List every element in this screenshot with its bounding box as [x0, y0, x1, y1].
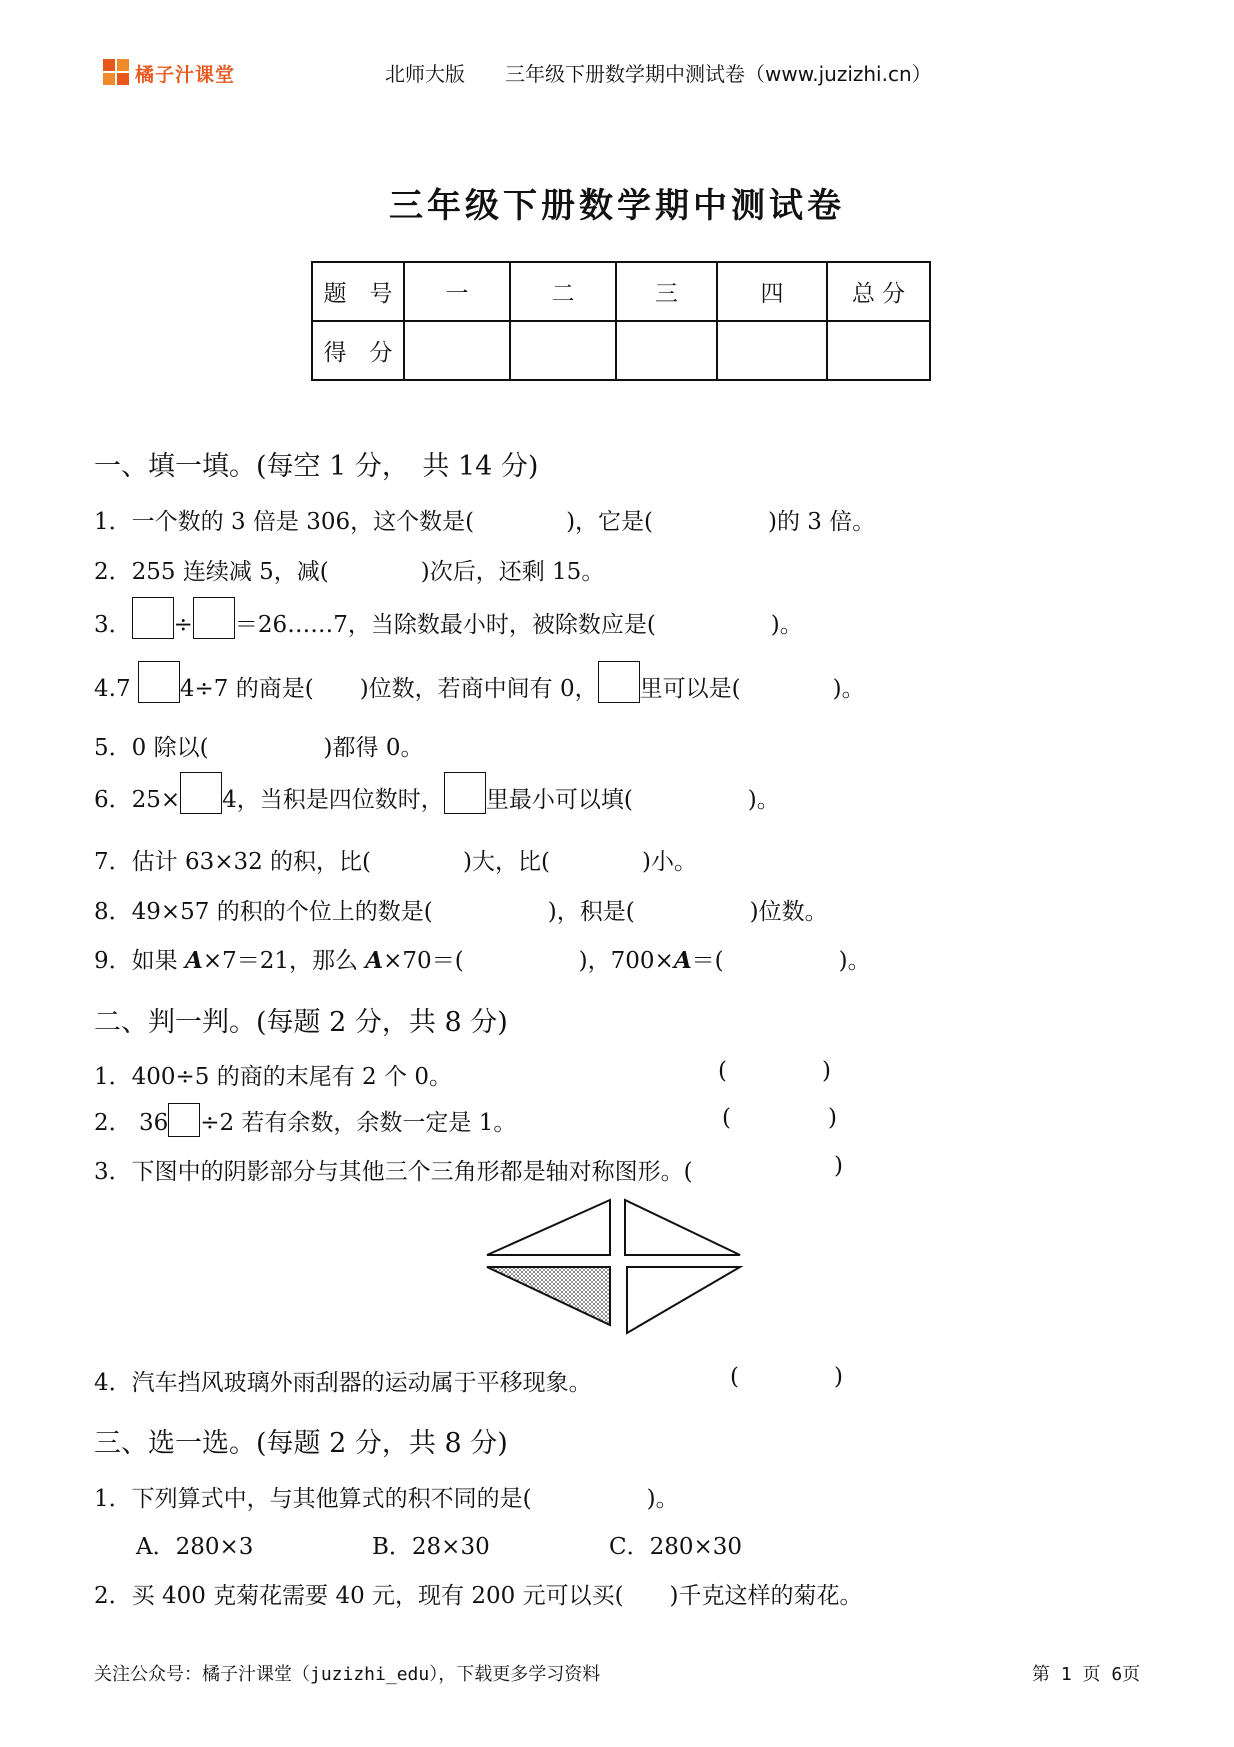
q3-divisor-box[interactable]: [193, 597, 235, 639]
triangle-top-right: [625, 1200, 740, 1255]
s2-question-2: [94, 1103, 516, 1137]
s1-question-1: 1．一个数的 3 倍是 306，这个数是( )，它是( )的 3 倍。: [94, 509, 876, 535]
triangle-shaded: [487, 1267, 610, 1325]
score-col-2: 二: [510, 262, 616, 321]
section3-heading: 三、选一选。(每题 2 分，共 8 分): [94, 1428, 508, 1459]
q4-text-end: 里可以是( )。: [639, 676, 865, 702]
s2-q2-text-b: ÷2 若有余数，余数一定是 1。: [200, 1110, 517, 1136]
edition-label: 北师大版: [385, 62, 465, 86]
q9-var-c: A: [673, 947, 692, 974]
s2-q3-paren-close: ): [834, 1153, 843, 1179]
q9-var-b: A: [365, 947, 384, 974]
s1-question-6: [94, 772, 780, 814]
s2-q4-paren-close: ): [834, 1364, 843, 1390]
s2-q2-paren-close: ): [828, 1105, 837, 1131]
s2-q1-paren-open: (: [718, 1058, 727, 1084]
q6-digit-box[interactable]: [180, 772, 222, 814]
q9-part-c: ×70＝( )，700×: [383, 948, 674, 974]
score-cell-2[interactable]: [510, 321, 616, 380]
footer-page-number: 第 1 页 6页: [1032, 1664, 1141, 1685]
page-title: 三年级下册数学期中测试卷: [389, 186, 845, 226]
score-table-score-row: [312, 321, 930, 380]
s2-q2-text-a: 2． 36: [94, 1110, 169, 1136]
q6-text-end: 里最小可以填( )。: [485, 787, 780, 813]
s1-question-7: 7．估计 63×32 的积，比( )大，比( )小。: [94, 849, 697, 875]
q9-var-a: A: [184, 947, 203, 974]
triangle-top-left: [487, 1200, 610, 1255]
s2-question-3: 3．下图中的阴影部分与其他三个三角形都是轴对称图形。(: [94, 1159, 693, 1185]
s3-question-1: 1．下列算式中，与其他算式的积不同的是( )。: [94, 1486, 679, 1512]
score-cell-3[interactable]: [616, 321, 717, 380]
q4-text: 4÷7 的商是( )位数，若商中间有 0，: [179, 676, 598, 702]
q3-dividend-box[interactable]: [132, 597, 174, 639]
footer-left: 关注公众号：橘子汁课堂（juzizhi_edu），下载更多学习资料: [94, 1664, 601, 1685]
s1-question-9: [94, 942, 871, 975]
logo-icon: [103, 59, 131, 87]
s1-question-8: 8．49×57 的积的个位上的数是( )，积是( )位数。: [94, 899, 828, 925]
score-col-4: 四: [717, 262, 827, 321]
q6-digit-box-ref: [444, 772, 486, 814]
s2-q1-paren-close: ): [822, 1058, 831, 1084]
logo-text: 橘子汁课堂: [135, 63, 236, 86]
section1-heading: 一、填一填。(每空 1 分， 共 14 分): [94, 451, 539, 482]
q9-part-a: 9．如果: [94, 948, 185, 974]
q3-divide-sign: ÷: [173, 612, 193, 638]
score-cell-4[interactable]: [717, 321, 827, 380]
s3-q1-option-b[interactable]: B．28×30: [372, 1534, 490, 1560]
score-table: [311, 261, 931, 381]
triangles-figure: [485, 1195, 750, 1340]
s1-question-2: 2．255 连续减 5，减( )次后，还剩 15。: [94, 559, 605, 585]
q9-part-d: ＝( )。: [691, 948, 871, 974]
score-col-3: 三: [616, 262, 717, 321]
s3-q1-option-a[interactable]: A．280×3: [136, 1534, 254, 1560]
q4-digit-box-ref: [598, 661, 640, 703]
logo: [103, 56, 243, 90]
s2-question-4: 4．汽车挡风玻璃外雨刮器的运动属于平移现象。: [94, 1370, 592, 1396]
q4-digit-box[interactable]: [138, 661, 180, 703]
s3-question-2: 2．买 400 克菊花需要 40 元，现有 200 元可以买( )千克这样的菊花。: [94, 1583, 863, 1609]
score-col-total: 总 分: [827, 262, 930, 321]
q6-number: 6．25×: [94, 787, 181, 813]
s2-q4-paren-open: (: [730, 1364, 739, 1390]
section2-heading: 二、判一判。(每题 2 分，共 8 分): [94, 1007, 508, 1038]
triangle-bottom-right: [627, 1267, 740, 1333]
score-col-label: 题 号: [312, 262, 404, 321]
q3-text: ＝26……7，当除数最小时，被除数应是( )。: [234, 612, 803, 638]
score-cell-1[interactable]: [404, 321, 510, 380]
header-doc-title: 三年级下册数学期中测试卷（www.juzizhi.cn）: [505, 62, 932, 86]
s1-question-4: [94, 661, 865, 703]
q6-text: 4，当积是四位数时，: [222, 787, 444, 813]
score-table-header-row: [312, 262, 930, 321]
q3-number: 3．: [94, 612, 132, 638]
s2-q2-paren-open: (: [722, 1105, 731, 1131]
q4-number: 4.7: [94, 676, 131, 702]
q9-part-b: ×7＝21，那么: [202, 948, 366, 974]
score-col-1: 一: [404, 262, 510, 321]
score-row-label: 得 分: [312, 321, 404, 380]
s2-question-1: 1．400÷5 的商的末尾有 2 个 0。: [94, 1064, 452, 1090]
s1-question-5: 5．0 除以( )都得 0。: [94, 735, 424, 761]
s1-question-3: [94, 597, 803, 639]
s2-q2-digit-box[interactable]: [168, 1103, 200, 1137]
score-cell-total[interactable]: [827, 321, 930, 380]
s3-q1-option-c[interactable]: C．280×30: [609, 1534, 743, 1560]
